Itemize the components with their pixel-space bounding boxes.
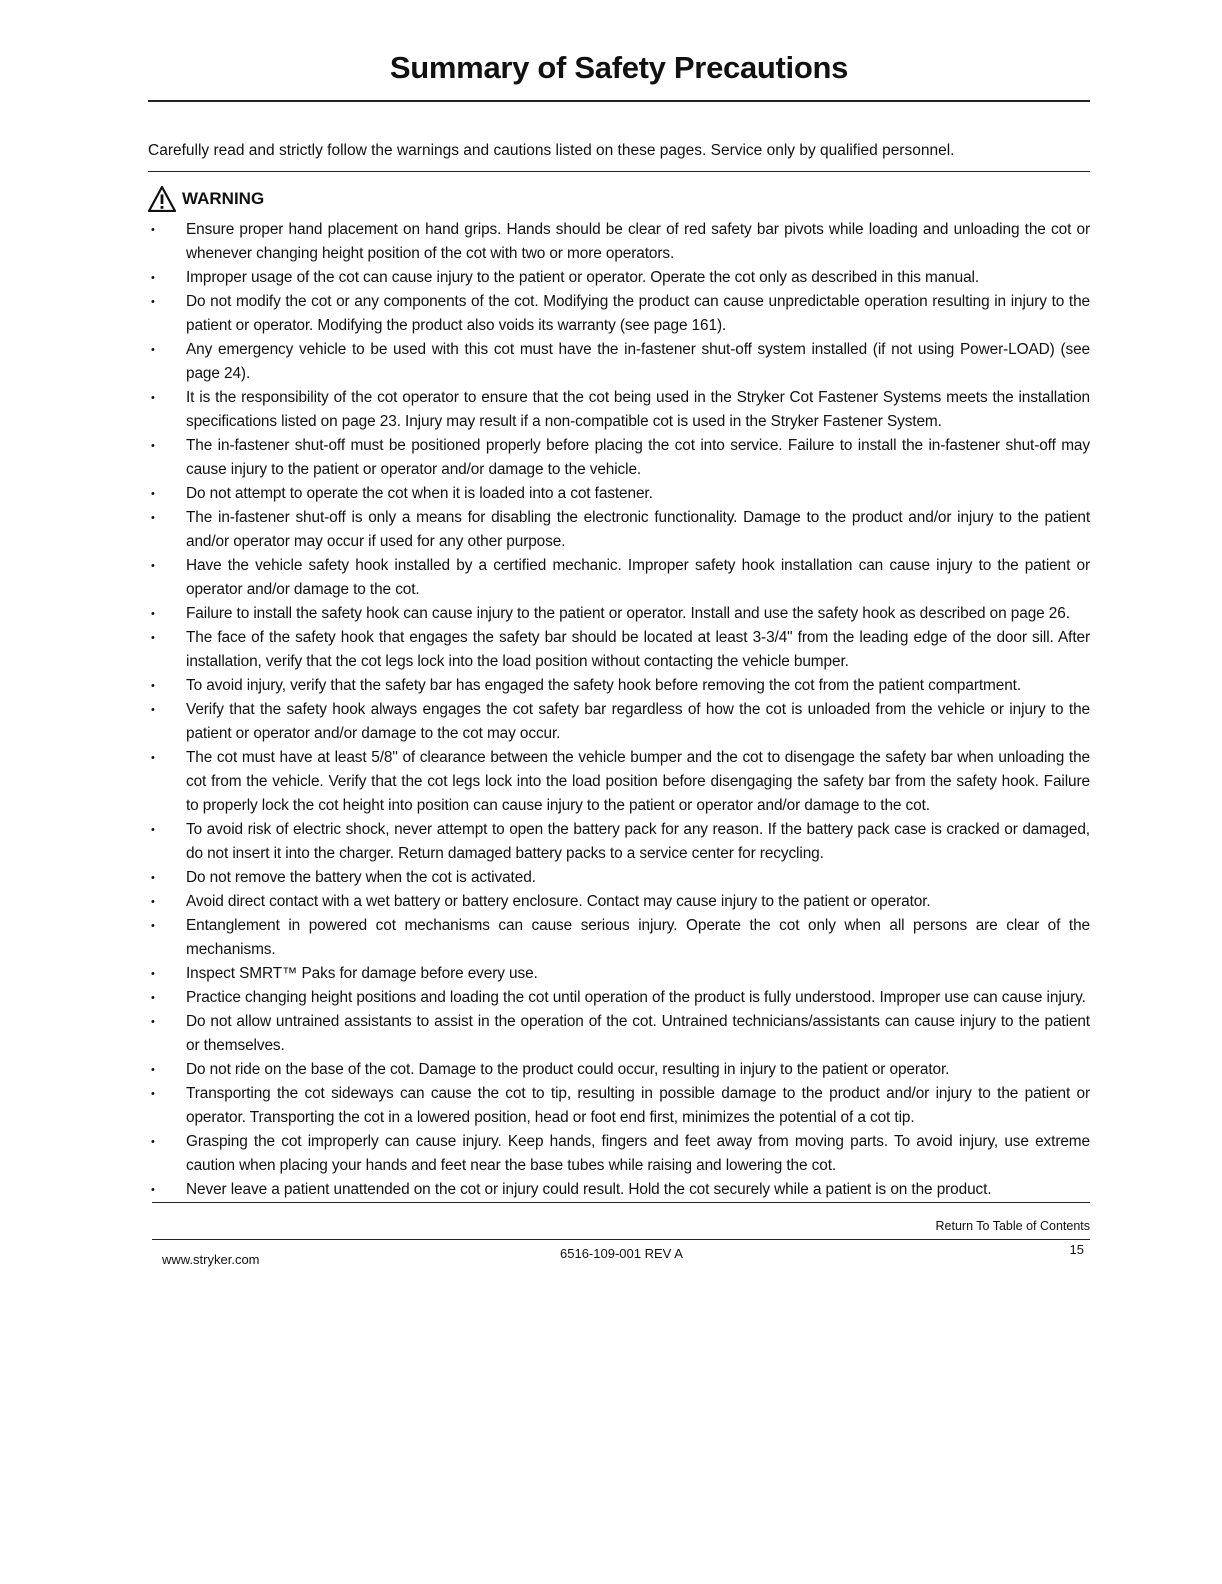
intro-divider — [148, 171, 1090, 172]
list-item: • Improper usage of the cot can cause injury to the patient or operator. Operate the cot only as described in this manual. — [148, 266, 1090, 290]
intro-text: Carefully read and strictly follow the warnings and cautions listed on these pages. Service only by qualified personnel. — [148, 142, 955, 159]
list-item: • The cot must have at least 5/8" of clearance between the vehicle bumper and the cot to disengage the safety bar when unloading the cot from the vehicle. Verify that the cot legs lock into the load position before disengaging the safety bar from the safety hook. Failure to properly lock the cot height into position can cause injury to the patient or operator and/or damage to the cot. — [148, 746, 1090, 818]
list-item: • To avoid injury, verify that the safety bar has engaged the safety hook before removing the cot from the patient compartment. — [148, 674, 1090, 698]
warning-heading — [148, 186, 1090, 212]
return-to-toc-link[interactable]: Return To Table of Contents — [935, 1219, 1090, 1233]
list-item: • Transporting the cot sideways can cause the cot to tip, resulting in possible damage to the product and/or injury to the patient or operator. Transporting the cot in a lowered position, head or foot end first, minimizes the potential of a cot tip. — [148, 1082, 1090, 1130]
list-item: • Do not allow untrained assistants to assist in the operation of the cot. Untrained technicians/assistants can cause injury to the patient or themselves. — [148, 1010, 1090, 1058]
list-item: • Any emergency vehicle to be used with this cot must have the in-fastener shut-off system installed (if not using Power-LOAD) (see page 24). — [148, 338, 1090, 386]
list-item: • Never leave a patient unattended on the cot or injury could result. Hold the cot securely while a patient is on the product. — [148, 1178, 1090, 1202]
list-item: • Failure to install the safety hook can cause injury to the patient or operator. Install and use the safety hook as described on page 26. — [148, 602, 1090, 626]
list-item: • Ensure proper hand placement on hand grips. Hands should be clear of red safety bar pivots while loading and unloading the cot or whenever changing height position of the cot with two or more operators. — [148, 218, 1090, 266]
list-item: • Grasping the cot improperly can cause injury. Keep hands, fingers and feet away from moving parts. To avoid injury, use extreme caution when placing your hands and feet near the base tubes while raising and lowering the cot. — [148, 1130, 1090, 1178]
page-footer — [148, 1240, 1090, 1270]
list-item: • To avoid risk of electric shock, never attempt to open the battery pack for any reason. If the battery pack case is cracked or damaged, do not insert it into the charger. Return damaged battery packs to a service center for recycling. — [148, 818, 1090, 866]
list-item: • The in-fastener shut-off must be positioned properly before placing the cot into service. Failure to install the in-fastener shut-off may cause injury to the patient or operator and/or damage to the vehicle. — [148, 434, 1090, 482]
list-item: • The face of the safety hook that engages the safety bar should be located at least 3-3/4" from the leading edge of the door sill. After installation, verify that the cot legs lock into the load position without contacting the vehicle bumper. — [148, 626, 1090, 674]
list-item: • It is the responsibility of the cot operator to ensure that the cot being used in the Stryker Cot Fastener Systems meets the installation specifications listed on page 23. Injury may result if a non-compatible cot is used in the Stryker Fastener System. — [148, 386, 1090, 434]
warning-list — [148, 218, 1090, 1202]
list-item: • Practice changing height positions and loading the cot until operation of the product is fully understood. Improper use can cause injury. — [148, 986, 1090, 1010]
website-text: www.stryker.com — [162, 1252, 260, 1267]
page-title: Summary of Safety Precautions — [389, 50, 849, 85]
title-divider — [148, 100, 1090, 102]
list-item: • Verify that the safety hook always engages the cot safety bar regardless of how the cot is unloaded from the vehicle or injury to the patient or operator and/or damage to the cot may occur. — [148, 698, 1090, 746]
content-divider — [152, 1202, 1090, 1203]
list-item: • Do not attempt to operate the cot when it is loaded into a cot fastener. — [148, 482, 1090, 506]
list-item: • Entanglement in powered cot mechanisms can cause serious injury. Operate the cot only when all persons are clear of the mechanisms. — [148, 914, 1090, 962]
list-item: • Avoid direct contact with a wet battery or battery enclosure. Contact may cause injury to the patient or operator. — [148, 890, 1090, 914]
list-item: • Inspect SMRT™ Paks for damage before every use. — [148, 962, 1090, 986]
list-item: • Do not modify the cot or any components of the cot. Modifying the product can cause unpredictable operation resulting in injury to the patient or operator. Modifying the product also voids its warranty (see page 161). — [148, 290, 1090, 338]
document-number: 6516-109-001 REV A — [560, 1246, 683, 1261]
list-item: • The in-fastener shut-off is only a means for disabling the electronic functionality. Damage to the product and/or injury to the patient and/or operator may occur if used for any other purpose. — [148, 506, 1090, 554]
warning-triangle-icon — [148, 186, 176, 212]
list-item: • Do not ride on the base of the cot. Damage to the product could occur, resulting in injury to the patient or operator. — [148, 1058, 1090, 1082]
warning-label: WARNING — [182, 189, 265, 208]
list-item: • Have the vehicle safety hook installed by a certified mechanic. Improper safety hook installation can cause injury to the patient or operator and/or damage to the cot. — [148, 554, 1090, 602]
document-page — [148, 40, 1090, 1270]
list-item: • Do not remove the battery when the cot is activated. — [148, 866, 1090, 890]
page-number: 15 — [1069, 1242, 1084, 1257]
